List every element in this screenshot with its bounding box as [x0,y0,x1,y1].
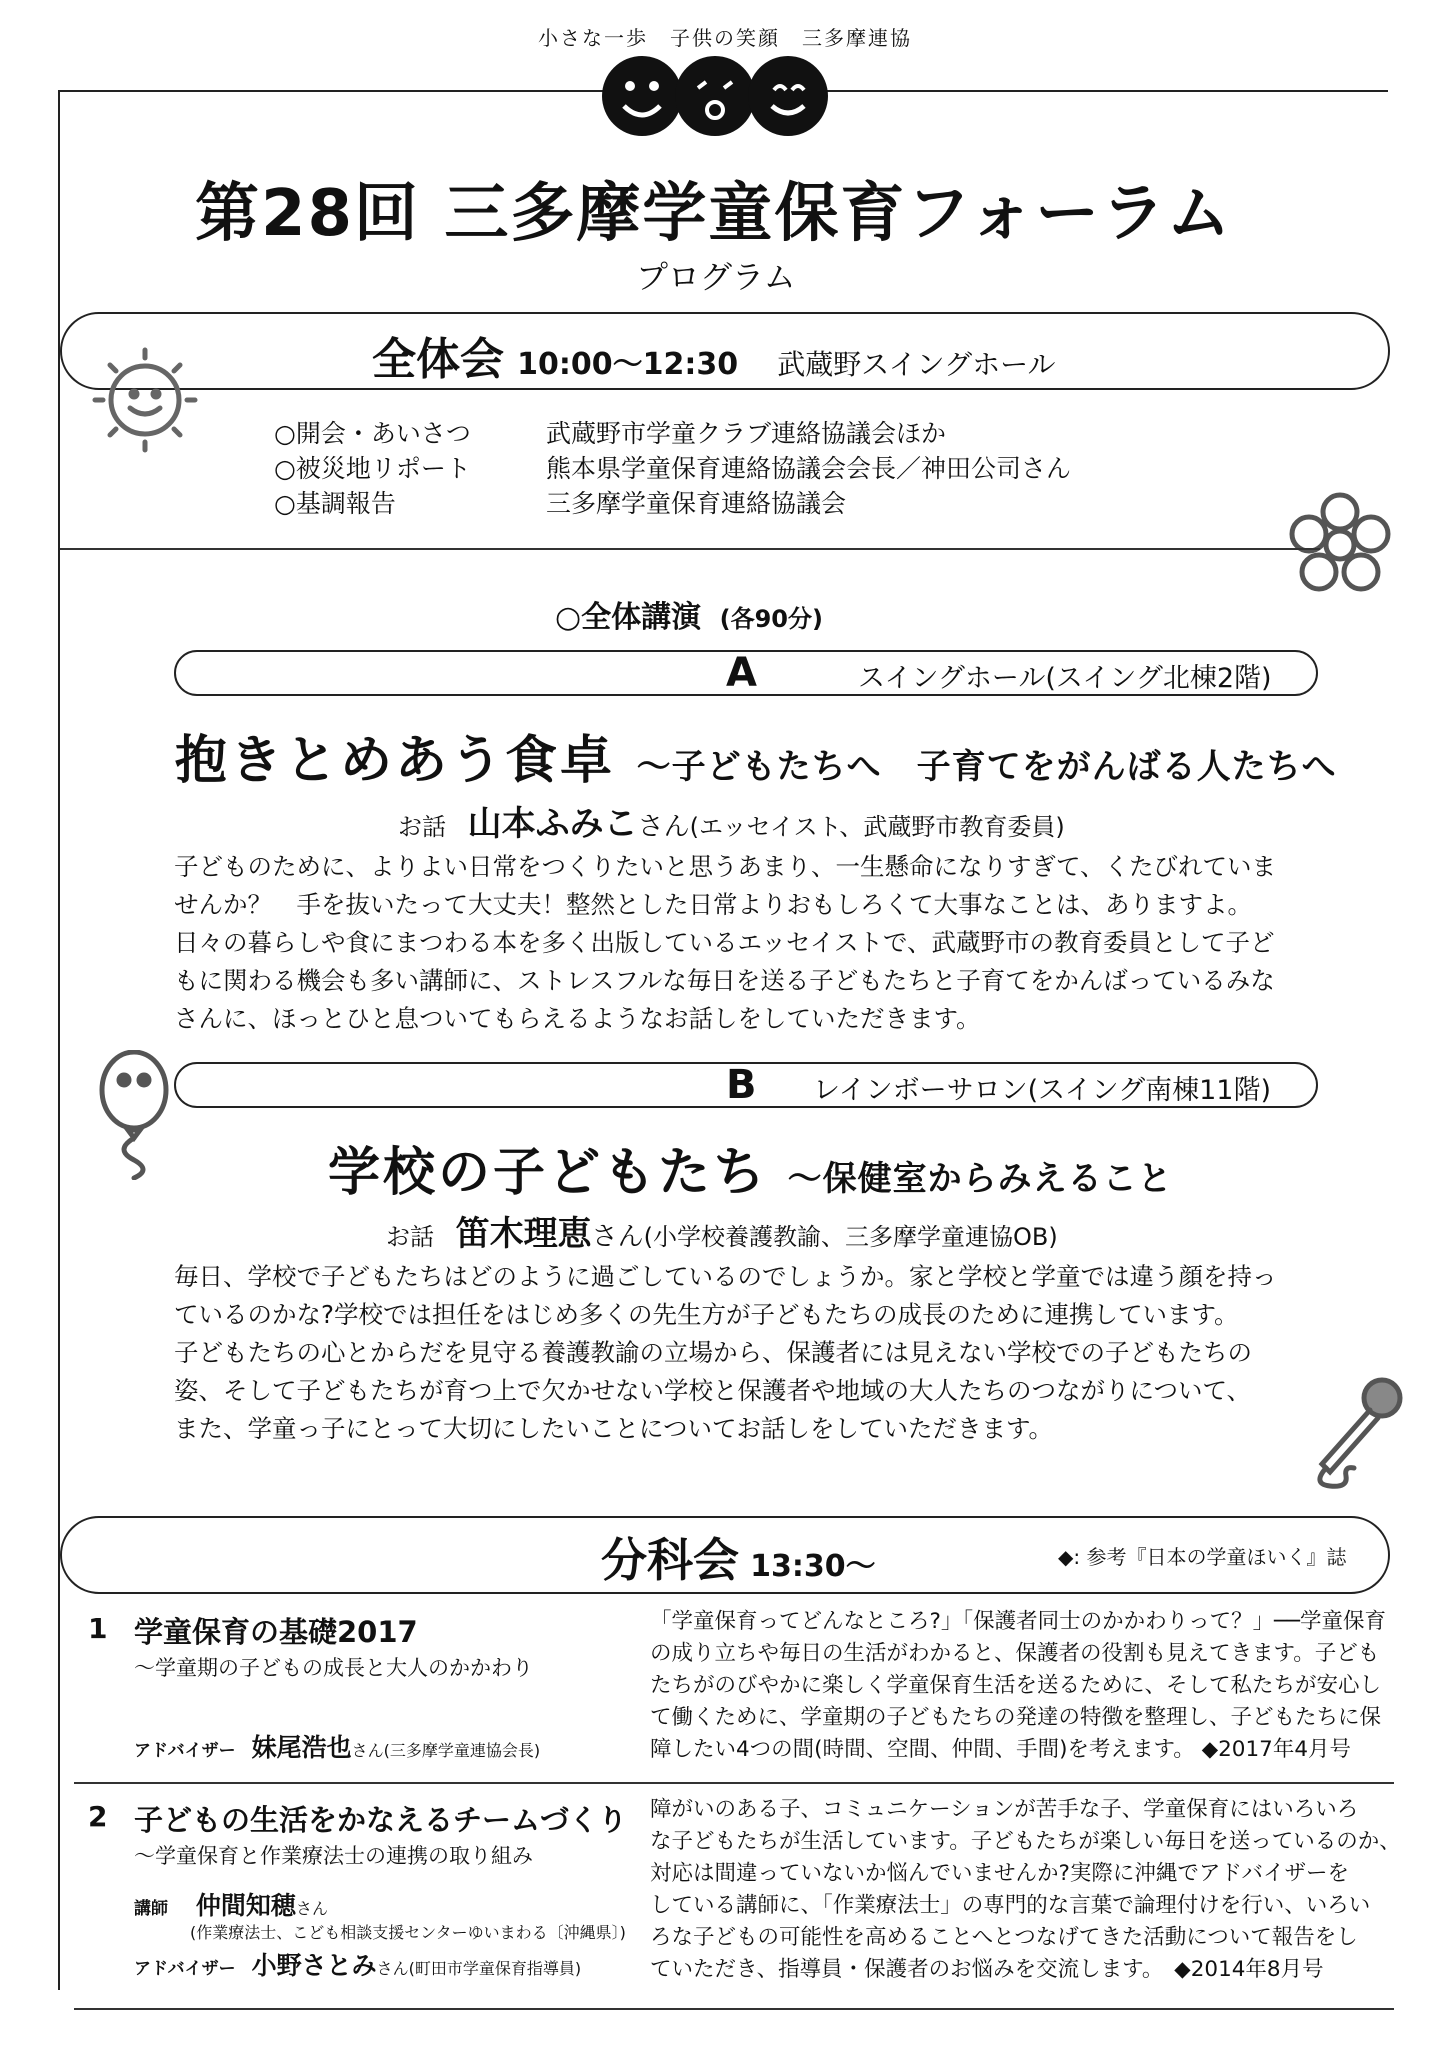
session-2-advisor [134,1946,581,1982]
lecture-b-place: レインボーサロン(スイング南棟11階) [813,1075,1271,1106]
session-2-line: している講師に、「作業療法士」の専門的な言葉で論理付けを行い、いろい [650,1893,1371,1918]
session-2-advisor-honorific: さん [376,1959,409,1978]
lecture-a-talk-label: お話 [398,813,446,841]
plenary-time: 10:00〜12:30 [517,347,739,382]
frame-left-line [58,90,60,1990]
session-2-lecturer-name: 仲間知穂 [195,1891,296,1920]
session-1-description [650,1606,1386,1766]
lecture-b-line: 子どもたちの心とからだを見守る養護教諭の立場から、保護者には見えない学校での子どもたちの [174,1338,1252,1367]
session-2-lecturer-affil-row [190,1920,626,1943]
session-2-advisor-affil: (町田市学童保育指導員) [408,1959,582,1978]
lecture-b-speaker-row [386,1206,1058,1255]
plenary-header [372,323,1056,387]
page-title: 第28回 三多摩学童保育フォーラム [195,177,1233,251]
lecture-a-subtitle: 〜子どもたちへ 子育てをがんばる人たちへ [636,747,1337,787]
program-item-3: ○基調報告 [274,489,396,518]
session-1-advisor-honorific: さん [351,1741,384,1760]
smiley-faces-logo-icon [600,50,830,142]
session-2-advisor-role: アドバイザー [134,1959,236,1979]
lecture-a-speaker-name: 山本ふみこ [467,804,638,844]
program-item-1: ○開会・あいさつ [274,419,471,448]
session-1-subtitle: 〜学童期の子どもの成長と大人のかかわり [134,1656,533,1680]
divider-bottom [74,2008,1394,2010]
page-subtitle: プログラム [636,258,796,296]
breakout-header [601,1524,876,1590]
session-1-line: て働くために、学童期の子どもたちの発達の特徴を整理し、子どもたちに保 [650,1705,1382,1730]
balloon-icon [94,1050,174,1180]
divider-1 [60,548,1320,550]
lecture-a-line: 日々の暮らしや食にまつわる本を多く出版しているエッセイストで、武蔵野市の教育委員として子ど [174,928,1275,957]
session-1-advisor-name: 妹尾浩也 [251,1733,352,1762]
sun-icon [80,340,210,460]
session-1-number: 1 [88,1612,108,1645]
lecture-a-title: 抱きとめあう食卓 [175,731,616,791]
program-item-2: ○被災地リポート [274,454,471,483]
session-1-advisor-affil: (三多摩学童連協会長) [383,1741,541,1760]
lecture-heading-label: ○全体講演 [555,600,702,635]
lecture-a-place: スイングホール(スイング北棟2階) [858,663,1272,694]
session-1-advisor-role: アドバイザー [134,1741,236,1761]
lecture-a-line: 子どものために、よりよい日常をつくりたいと思うあまり、一生懸命になりすぎて、くたびれていま [174,852,1277,881]
lecture-b-line: ているのかな?学校では担任をはじめ多くの先生方が子どもたちの成長のために連携しています。 [174,1300,1239,1329]
plenary-venue: 武蔵野スイングホール [777,348,1056,381]
session-2-description [650,1794,1401,1986]
lecture-b-speaker-role: (小学校養護教諭、三多摩学童連協OB) [643,1223,1058,1251]
session-2-title: 子どもの生活をかなえるチームづくり [134,1803,628,1837]
session-1-title: 学童保育の基礎2017 [134,1615,418,1649]
lecture-b-title: 学校の子どもたち [328,1143,769,1203]
session-2-line: 障がいのある子、コミュニケーションが苦手な子、学童保育にはいろいろ [650,1797,1359,1822]
session-1-line: 「学童保育ってどんなところ?」「保護者同士のかかわりって？」──学童保育 [650,1609,1387,1634]
lecture-a-title-row [175,718,1337,793]
lecture-a-speaker-row [398,796,1065,845]
lecture-a-description [174,848,1354,1038]
lecture-a-line: もに関わる機会も多い講師に、ストレスフルな毎日を送る子どもたちと子育てをかんばっているみな [174,966,1275,995]
session-1-line: 障したい4つの間(時間、空間、仲間、手間)を考えます。 ◆2017年4月号 [650,1737,1352,1762]
lecture-b-letter: B [726,1062,757,1108]
plenary-program-presenters [546,416,1071,521]
tagline: 小さな一歩 子供の笑顔 三多摩連協 [538,26,912,50]
program-presenter-2: 熊本県学童保育連絡協議会会長／神田公司さん [546,454,1072,483]
session-2-line: 対応は間違っていないか悩んでいませんか?実際に沖縄でアドバイザーを [650,1861,1349,1886]
lecture-b-description [174,1258,1354,1448]
lecture-duration: (各90分) [719,605,823,633]
lecture-b-talk-label: お話 [386,1223,434,1251]
plenary-label: 全体会 [372,334,504,385]
program-presenter-1: 武蔵野市学童クラブ連絡協議会ほか [546,419,947,448]
flower-icon [1285,490,1395,600]
session-2-number: 2 [88,1800,108,1833]
lecture-heading [555,592,823,636]
session-2-advisor-name: 小野さとみ [251,1951,377,1980]
session-2-lecturer-affil: (作業療法士、こども相談支援センターゆいまわる〔沖縄県〕) [190,1923,626,1942]
lecture-b-line: 毎日、学校で子どもたちはどのように過ごしているのでしょうか。家と学校と学童では違う顔を持っ [174,1262,1277,1291]
lecture-b-line: また、学童っ子にとって大切にしたいことについてお話しをしていただきます。 [174,1414,1054,1443]
session-2-line: ろな子どもの可能性を高めることへとつなげてきた活動について報告をし [650,1925,1358,1950]
session-2-line: な子どもたちが生活しています。子どもたちが楽しい毎日を送っているのか、 [650,1829,1401,1854]
session-1-advisor [134,1728,540,1764]
microphone-icon [1302,1372,1412,1492]
lecture-b-title-row [328,1130,1173,1205]
lecture-a-line: せんか？ 手を抜いたって大丈夫！整然とした日常よりおもしろくて大事なことは、ありますよ。 [174,890,1252,919]
session-2-lecturer-honorific: さん [295,1899,328,1918]
session-1-line: たちがのびやかに楽しく学童保育生活を送るために、そして私たちが安心し [650,1673,1382,1698]
program-presenter-3: 三多摩学童保育連絡協議会 [546,489,847,518]
session-2-lecturer-role: 講師 [134,1899,168,1919]
breakout-label: 分科会 [601,1533,739,1587]
lecture-a-line: さんに、ほっとひと息ついてもらえるようなお話しをしていただきます。 [174,1004,981,1033]
lecture-a-letter: A [726,650,757,696]
breakout-time: 13:30〜 [750,1549,876,1584]
lecture-b-honorific: さん [591,1222,644,1252]
breakout-reference: ◆: 参考『日本の学童ほいく』誌 [1058,1545,1347,1569]
session-2-subtitle: 〜学童保育と作業療法士の連携の取り組み [134,1844,533,1868]
lecture-a-speaker-role: (エッセイスト、武蔵野市教育委員) [689,813,1065,841]
lecture-b-line: 姿、そして子どもたちが育つ上で欠かせない学校と保護者や地域の大人たちのつながりについて、 [174,1376,1252,1405]
lecture-a-honorific: さん [637,812,690,842]
lecture-b-speaker-name: 笛木理恵 [455,1214,592,1254]
session-2-lecturer [134,1886,328,1922]
session-2-line: ていただき、指導員・保護者のお悩みを交流します。 ◆2014年8月号 [650,1957,1324,1982]
divider-sessions [74,1782,1394,1784]
plenary-program-items [274,416,471,521]
lecture-b-subtitle: 〜保健室からみえること [787,1159,1173,1199]
session-1-line: の成り立ちや毎日の生活がわかると、保護者の役割も見えてきます。子ども [650,1641,1380,1666]
